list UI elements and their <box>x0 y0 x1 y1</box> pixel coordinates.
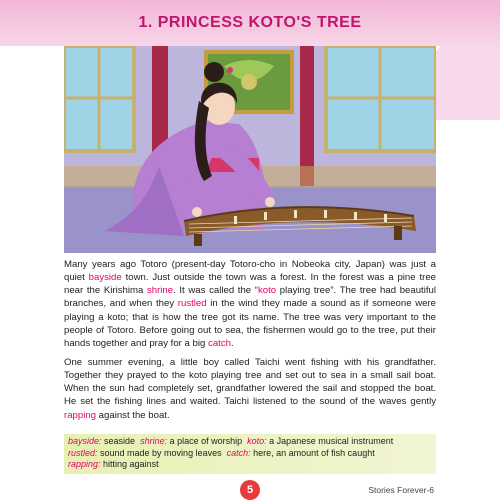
illustration-princess-playing-koto <box>64 46 436 253</box>
page-number-badge <box>236 480 264 500</box>
text-segment: One summer evening, a little boy called Taichi went fishing with his grandfather. Together they prayed to the koto playing tree and set out to sea in a small sail boat. When the sun had completely set, grandfather lowered the sail and stopped the boat. He set the fishing lines and waited. Taichi listened to the sound of the waves gently <box>64 356 436 408</box>
highlighted-word: koto <box>257 285 277 297</box>
glossary-term: bayside: <box>68 436 102 446</box>
glossary-definition: seaside <box>101 436 136 446</box>
glossary-term: rapping: <box>68 459 101 470</box>
text-segment: . It was called the “ <box>173 285 258 297</box>
page-title: 1. PRINCESS KOTO'S TREE <box>138 14 362 31</box>
glossary-term: koto: <box>247 436 267 446</box>
text-segment: playing tree”. The tree had beautiful branches, and when they <box>64 285 436 310</box>
story-paragraph-1 <box>64 258 436 350</box>
glossary-line <box>68 459 432 471</box>
glossary-definition: hitting against <box>100 459 159 470</box>
book-footer: Stories Forever-6 <box>368 485 434 495</box>
page-number: 5 <box>240 480 260 500</box>
glossary-term: shrine: <box>140 436 168 446</box>
glossary-term: catch: <box>226 447 251 458</box>
highlighted-word: bayside <box>88 272 122 284</box>
highlighted-word: rapping <box>64 409 97 421</box>
glossary-line <box>68 436 432 448</box>
glossary-line <box>68 448 432 460</box>
glossary-definition: sound made by moving leaves <box>97 447 222 458</box>
text-segment: in the wind they made a sound as if someone were playing a koto; that is how the tree got its name. The tree was very important to the people of Totoro. Before going out to sea, the fishermen would go to the tree, put their hands together and pray for a big <box>64 298 437 349</box>
title-bar <box>0 0 500 46</box>
glossary-box <box>64 434 436 474</box>
text-segment: against the boat. <box>96 409 170 421</box>
text-segment: . <box>230 337 234 349</box>
story-text <box>64 258 436 428</box>
illustration-svg <box>64 46 436 253</box>
glossary-definition: a Japanese musical instrument <box>266 436 394 446</box>
text-segment: town. Just outside the town was a forest. In the forest was a pine tree near the Kirishima <box>64 272 436 297</box>
glossary-definition: here, an amount of fish caught <box>250 447 375 458</box>
story-paragraph-2 <box>64 356 436 422</box>
glossary-definition: a place of worship <box>167 436 243 446</box>
highlighted-word: shrine <box>146 285 174 297</box>
highlighted-word: catch <box>208 337 231 349</box>
highlighted-word: rustled <box>177 298 207 310</box>
text-segment: Many years ago Totoro (present-day Totoro-cho in Nobeoka city, Japan) was just a quiet <box>64 259 436 284</box>
glossary-term: rustled: <box>68 447 98 458</box>
